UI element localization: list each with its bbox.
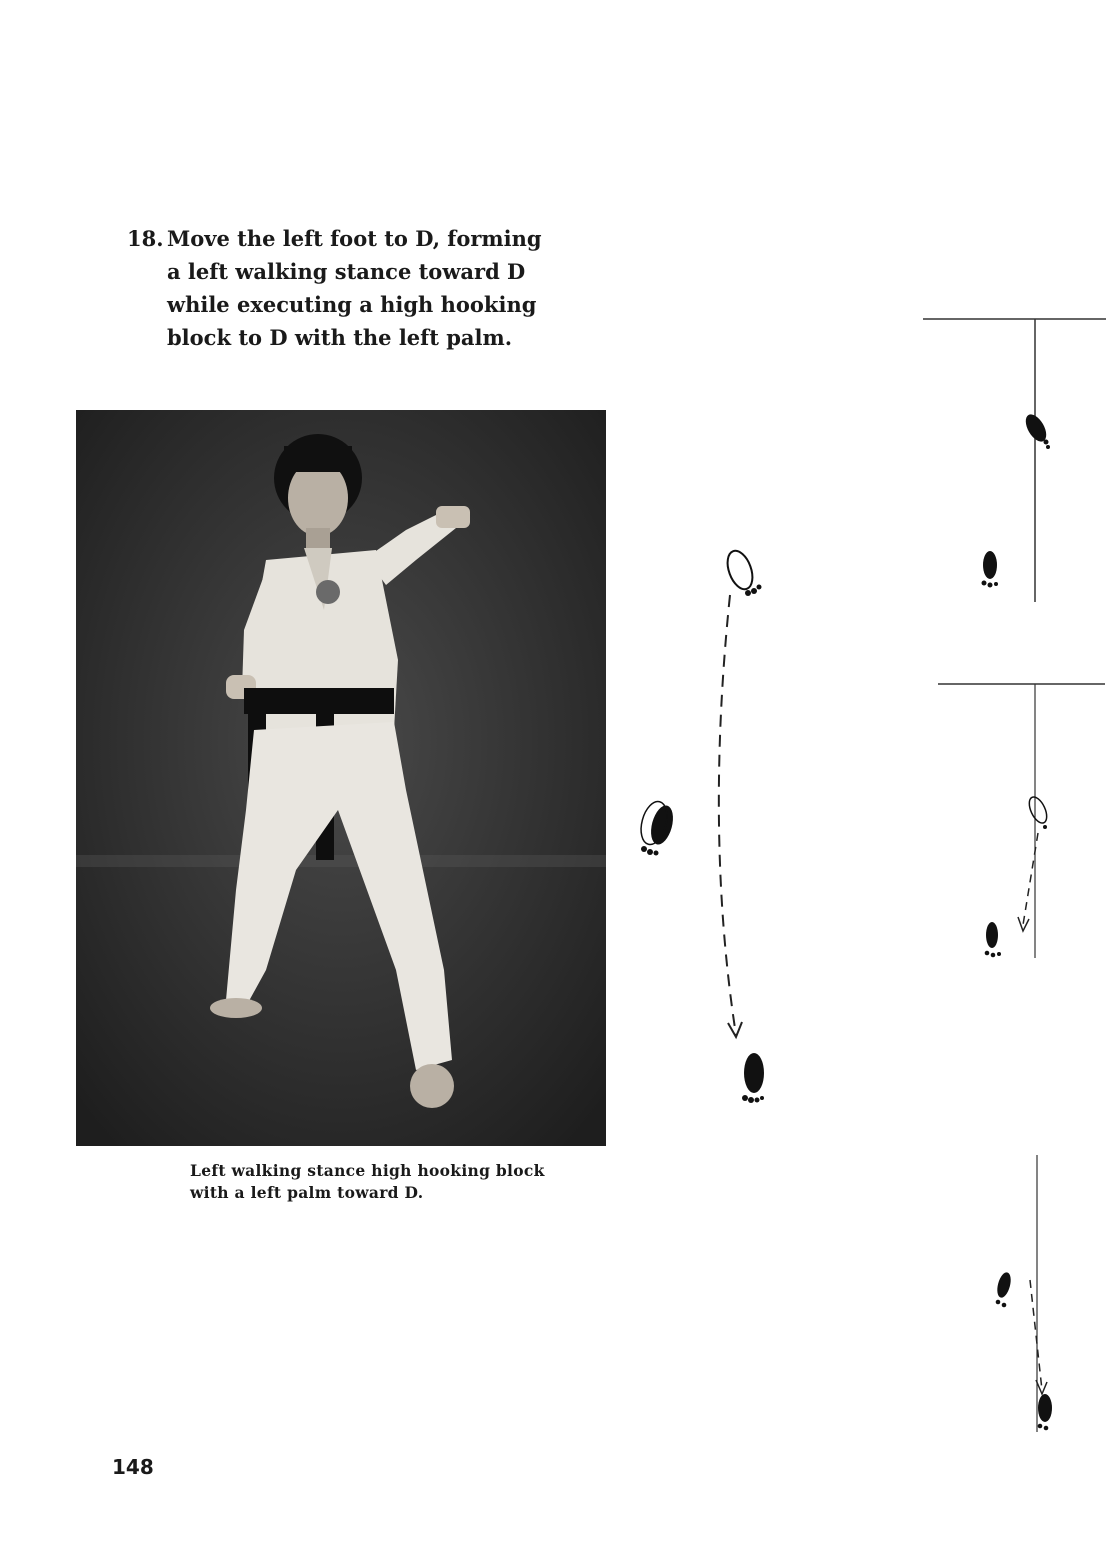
step-number: 18.	[127, 226, 164, 251]
movement-path	[719, 595, 736, 1035]
technique-photo	[76, 410, 606, 1146]
footprint-icon	[1038, 1394, 1052, 1430]
start-footprint-outline-icon	[723, 547, 762, 596]
footwork-diagram-main	[630, 545, 780, 1110]
footprint-icon	[982, 551, 999, 588]
footprint-icon	[985, 922, 1001, 957]
footprint-icon	[995, 1271, 1013, 1307]
end-footprint-icon	[742, 1053, 764, 1103]
martial-artist-illustration	[76, 410, 606, 1146]
step-text: Move the left foot to D, forming a left walking stance toward D while executing a high hooking block to D with the left palm.	[167, 226, 542, 350]
stationary-footprint-icon	[637, 799, 677, 856]
footwork-diagram-top	[920, 310, 1119, 610]
photo-caption: Left walking stance high hooking block with a left palm toward D.	[190, 1161, 545, 1202]
footwork-diagram-middle	[935, 675, 1119, 965]
page-number: 148	[112, 1455, 154, 1479]
step-instruction	[127, 222, 557, 354]
footprint-icon	[1022, 411, 1051, 449]
footwork-diagram-bottom	[980, 1150, 1119, 1440]
footprint-outline-icon	[1026, 794, 1051, 829]
